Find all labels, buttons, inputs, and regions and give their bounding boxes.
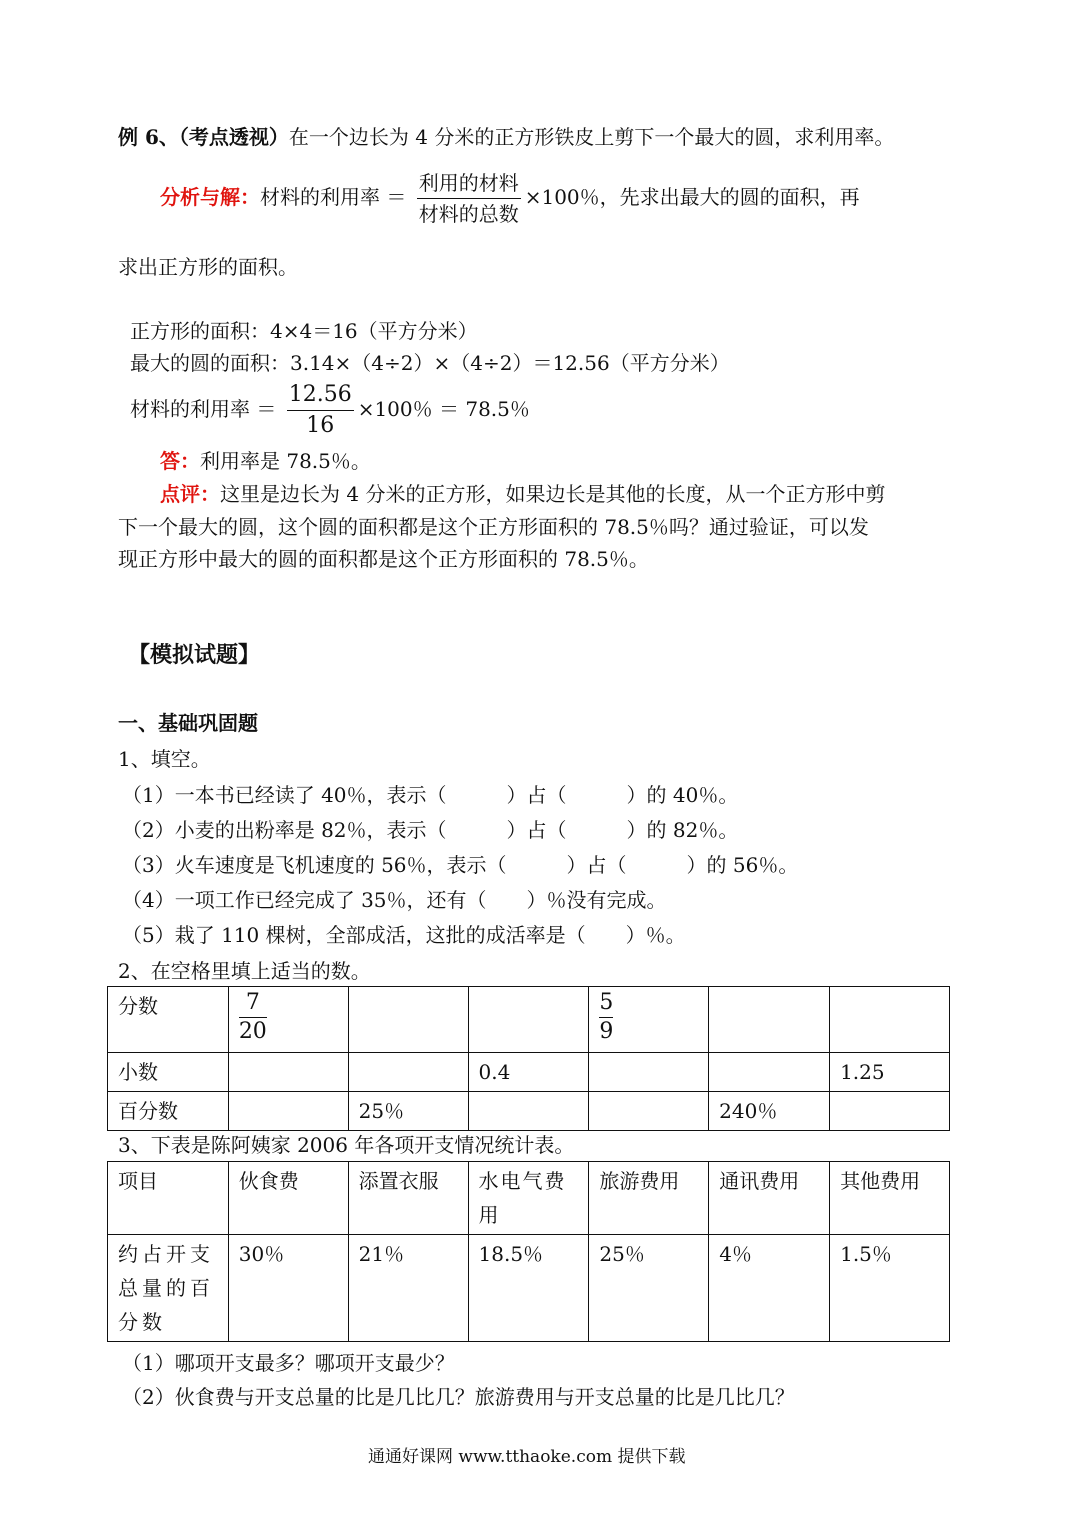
q1-item-4: （4）一项工作已经完成了 35％，还有（ ）％没有完成。 bbox=[122, 888, 667, 912]
analysis-suffix: ×100％，先求出最大的圆的面积，再 bbox=[524, 185, 860, 209]
answer-text: 利用率是 78.5％。 bbox=[200, 449, 371, 473]
q3-sub-2: （2）伙食费与开支总量的比是几比几？旅游费用与开支总量的比是几比几？ bbox=[122, 1385, 795, 1409]
example-label: 例 6、 bbox=[118, 125, 179, 149]
analysis-prefix: 材料的利用率 ＝ bbox=[260, 185, 407, 209]
q1-item-3: （3）火车速度是飞机速度的 56％，表示（ ）占（ ）的 56％。 bbox=[122, 853, 799, 877]
table-cell: 21％ bbox=[348, 1235, 468, 1342]
circle-area: 最大的圆的面积：3.14×（4÷2）×（4÷2）＝12.56（平方分米） bbox=[130, 351, 730, 375]
header-cell: 其他费用 bbox=[830, 1162, 950, 1235]
fraction-cell bbox=[599, 989, 613, 1046]
table-row bbox=[108, 1053, 950, 1092]
table-row bbox=[108, 1092, 950, 1131]
q2-title: 2、在空格里填上适当的数。 bbox=[118, 959, 371, 983]
table-header-row bbox=[108, 1162, 950, 1235]
q2-table bbox=[107, 986, 950, 1131]
table-cell: 25％ bbox=[589, 1235, 709, 1342]
table-cell: 30％ bbox=[228, 1235, 348, 1342]
example-question bbox=[118, 124, 894, 150]
header-cell: 项目 bbox=[108, 1162, 229, 1235]
table-cell: 25％ bbox=[348, 1092, 468, 1131]
comment-line1 bbox=[160, 481, 885, 507]
analysis-line bbox=[160, 170, 860, 227]
row-label: 约占开支总量的百分数 bbox=[108, 1235, 229, 1342]
answer-label: 答： bbox=[160, 449, 200, 473]
header-cell: 旅游费用 bbox=[589, 1162, 709, 1235]
table-row bbox=[108, 1235, 950, 1342]
square-area: 正方形的面积：4×4＝16（平方分米） bbox=[130, 319, 478, 343]
row-label: 百分数 bbox=[108, 1092, 229, 1131]
table-cell: 1.5％ bbox=[830, 1235, 950, 1342]
fraction-numerator: 利用的材料 bbox=[418, 171, 519, 195]
table-cell: 18.5％ bbox=[468, 1235, 589, 1342]
row-label: 分数 bbox=[108, 987, 229, 1053]
example-text: 在一个边长为 4 分米的正方形铁皮上剪下一个最大的圆，求利用率。 bbox=[288, 125, 895, 149]
fraction-numerator: 7 bbox=[245, 990, 260, 1015]
table-cell bbox=[589, 987, 709, 1053]
rate-denominator: 16 bbox=[287, 410, 354, 439]
q1-title: 1、填空。 bbox=[118, 747, 211, 771]
table-cell[interactable] bbox=[589, 1053, 709, 1092]
comment-line3: 现正方形中最大的圆的面积都是这个正方形面积的 78.5％。 bbox=[118, 547, 649, 571]
fraction-denominator: 材料的总数 bbox=[417, 198, 521, 227]
table-row bbox=[108, 987, 950, 1053]
header-cell: 伙食费 bbox=[228, 1162, 348, 1235]
table-cell[interactable] bbox=[348, 987, 468, 1053]
answer bbox=[160, 448, 371, 474]
row-label: 小数 bbox=[108, 1053, 229, 1092]
table-cell[interactable] bbox=[228, 1092, 348, 1131]
q1-item-5: （5）栽了 110 棵树，全部成活，这批的成活率是（ ）％。 bbox=[122, 923, 686, 947]
table-cell[interactable] bbox=[589, 1092, 709, 1131]
table-cell[interactable] bbox=[228, 1053, 348, 1092]
rate-prefix: 材料的利用率 ＝ bbox=[130, 397, 277, 421]
table-cell[interactable] bbox=[348, 1053, 468, 1092]
table-cell[interactable] bbox=[830, 987, 950, 1053]
fraction-denominator: 9 bbox=[599, 1019, 614, 1044]
comment-label: 点评： bbox=[160, 482, 220, 506]
q3-table bbox=[107, 1161, 950, 1342]
comment-text1: 这里是边长为 4 分米的正方形，如果边长是其他的长度，从一个正方形中剪 bbox=[220, 482, 886, 506]
q1-item-2: （2）小麦的出粉率是 82％，表示（ ）占（ ）的 82％。 bbox=[122, 818, 739, 842]
page-footer: 通通好课网 www.tthaoke.com 提供下载 bbox=[368, 1447, 686, 1467]
part1-title: 一、基础巩固题 bbox=[118, 711, 258, 735]
table-cell[interactable] bbox=[830, 1092, 950, 1131]
section-title: 【模拟试题】 bbox=[128, 642, 261, 668]
analysis-label: 分析与解： bbox=[160, 185, 260, 209]
header-cell: 水电气费用 bbox=[468, 1162, 589, 1235]
comment-line2: 下一个最大的圆，这个圆的面积都是这个正方形面积的 78.5％吗？通过验证，可以发 bbox=[118, 515, 869, 539]
table-cell[interactable] bbox=[709, 987, 830, 1053]
header-cell: 通讯费用 bbox=[709, 1162, 830, 1235]
table-cell[interactable] bbox=[709, 1053, 830, 1092]
q3-sub-1: （1）哪项开支最多？哪项开支最少？ bbox=[122, 1351, 455, 1375]
table-cell[interactable] bbox=[468, 1092, 589, 1131]
table-cell: 240％ bbox=[709, 1092, 830, 1131]
q1-item-1: （1）一本书已经读了 40％，表示（ ）占（ ）的 40％。 bbox=[122, 783, 739, 807]
analysis-line2: 求出正方形的面积。 bbox=[118, 255, 298, 279]
fraction-denominator: 20 bbox=[238, 1019, 267, 1044]
table-cell bbox=[228, 987, 348, 1053]
rate-line bbox=[130, 382, 530, 439]
q3-title: 3、下表是陈阿姨家 2006 年各项开支情况统计表。 bbox=[118, 1133, 575, 1157]
fraction-cell bbox=[239, 989, 267, 1046]
rate-suffix: ×100％ ＝ 78.5％ bbox=[357, 397, 530, 421]
table-cell: 1.25 bbox=[830, 1053, 950, 1092]
fraction-numerator: 5 bbox=[599, 990, 614, 1015]
rate-numerator: 12.56 bbox=[288, 382, 352, 407]
table-cell: 0.4 bbox=[468, 1053, 589, 1092]
material-fraction bbox=[417, 170, 521, 227]
header-cell: 添置衣服 bbox=[348, 1162, 468, 1235]
rate-fraction bbox=[287, 382, 354, 439]
example-tag: （考点透视） bbox=[178, 125, 289, 149]
table-cell: 4％ bbox=[709, 1235, 830, 1342]
table-cell[interactable] bbox=[468, 987, 589, 1053]
